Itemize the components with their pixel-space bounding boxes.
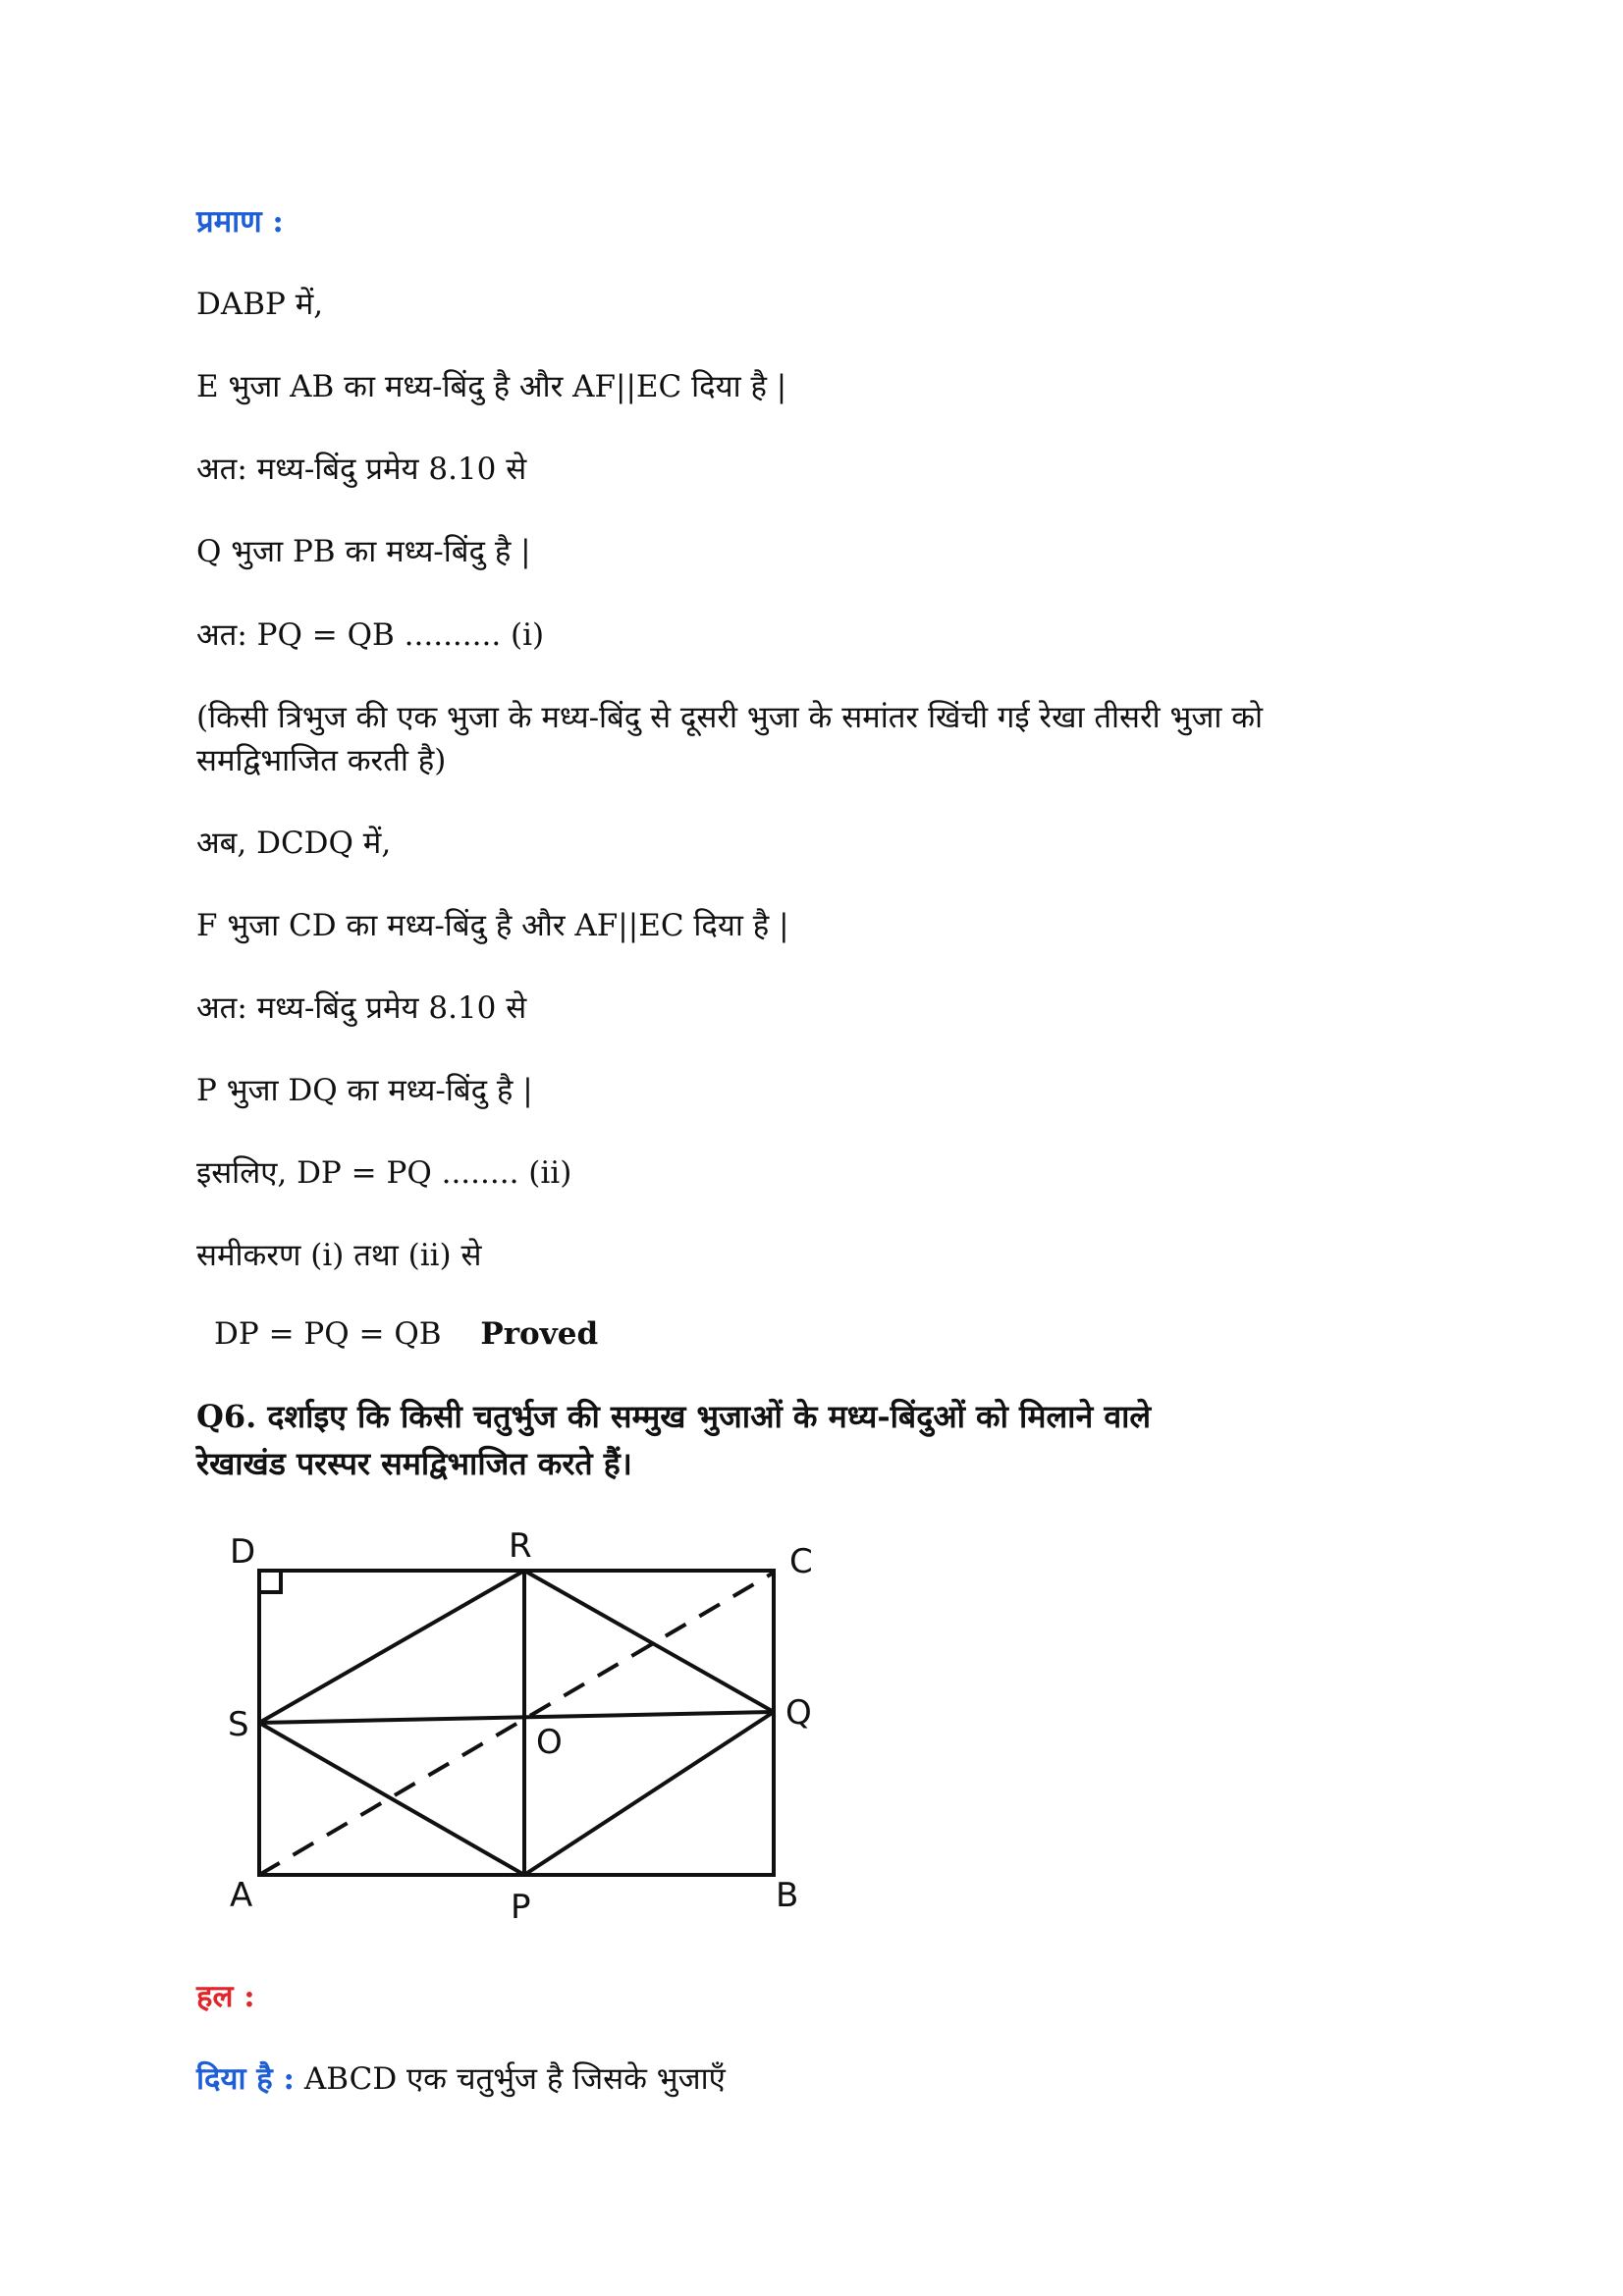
label-d: D (230, 1532, 256, 1572)
line-s-q (259, 1712, 774, 1723)
label-q: Q (785, 1693, 812, 1733)
solution-heading: हल : (196, 1979, 255, 2014)
proof-heading: प्रमाण : (196, 204, 284, 240)
conclusion-equation: DP = PQ = QB (214, 1316, 442, 1352)
proof-line-7: अब, DCDQ में, (196, 826, 392, 861)
question-line-1: Q6. दर्शाइए कि किसी चतुर्भुज की सम्मुख भुजाओं के मध्य-बिंदुओं को मिलाने वाले (196, 1398, 1152, 1435)
proof-line-4: Q भुजा PB का मध्य-बिंदु है | (196, 534, 531, 569)
label-p: P (511, 1888, 531, 1927)
proof-line-10: P भुजा DQ का मध्य-बिंदु है | (196, 1073, 533, 1108)
given-line (196, 2057, 726, 2101)
proof-conclusion (214, 1312, 598, 1356)
proof-line-12: समीकरण (i) तथा (ii) से (196, 1238, 482, 1273)
proof-line-8: F भुजा CD का मध्य-बिंदु है और AF||EC दिया है | (196, 908, 789, 943)
label-r: R (509, 1526, 532, 1566)
proof-line-1: DABP में, (196, 287, 324, 322)
line-r-q (524, 1571, 774, 1712)
given-label: दिया है : (196, 2061, 295, 2097)
label-b: B (776, 1876, 799, 1915)
proof-line-6a: (किसी त्रिभुज की एक भुजा के मध्य-बिंदु से दूसरी भुजा के समांतर खिंची गई रेखा तीसरी भुजा को (196, 700, 1264, 735)
label-a: A (230, 1876, 253, 1915)
given-text: ABCD एक चतुर्भुज है जिसके भुजाएँ (303, 2061, 726, 2097)
proved-label: Proved (480, 1316, 599, 1352)
proof-line-11: इसलिए, DP = PQ ........ (ii) (196, 1155, 572, 1191)
proof-line-6b: समद्विभाजित करती है) (196, 743, 447, 778)
proof-line-3: अत: मध्य-बिंदु प्रमेय 8.10 से (196, 452, 527, 487)
proof-line-2: E भुजा AB का मध्य-बिंदु है और AF||EC दिया है | (196, 369, 787, 404)
line-s-r (259, 1571, 524, 1723)
right-angle-mark (259, 1571, 281, 1592)
label-s: S (228, 1705, 249, 1744)
label-o: O (536, 1723, 563, 1762)
label-c: C (789, 1542, 813, 1581)
quadrilateral-figure (218, 1522, 846, 1934)
proof-line-9: अत: मध्य-बिंदु प्रमेय 8.10 से (196, 990, 527, 1026)
proof-line-5: अत: PQ = QB .......... (i) (196, 617, 545, 653)
diagonal-a-c-dashed (259, 1573, 774, 1875)
question-line-2: रेखाखंड परस्पर समद्विभाजित करते हैं। (196, 1445, 632, 1482)
